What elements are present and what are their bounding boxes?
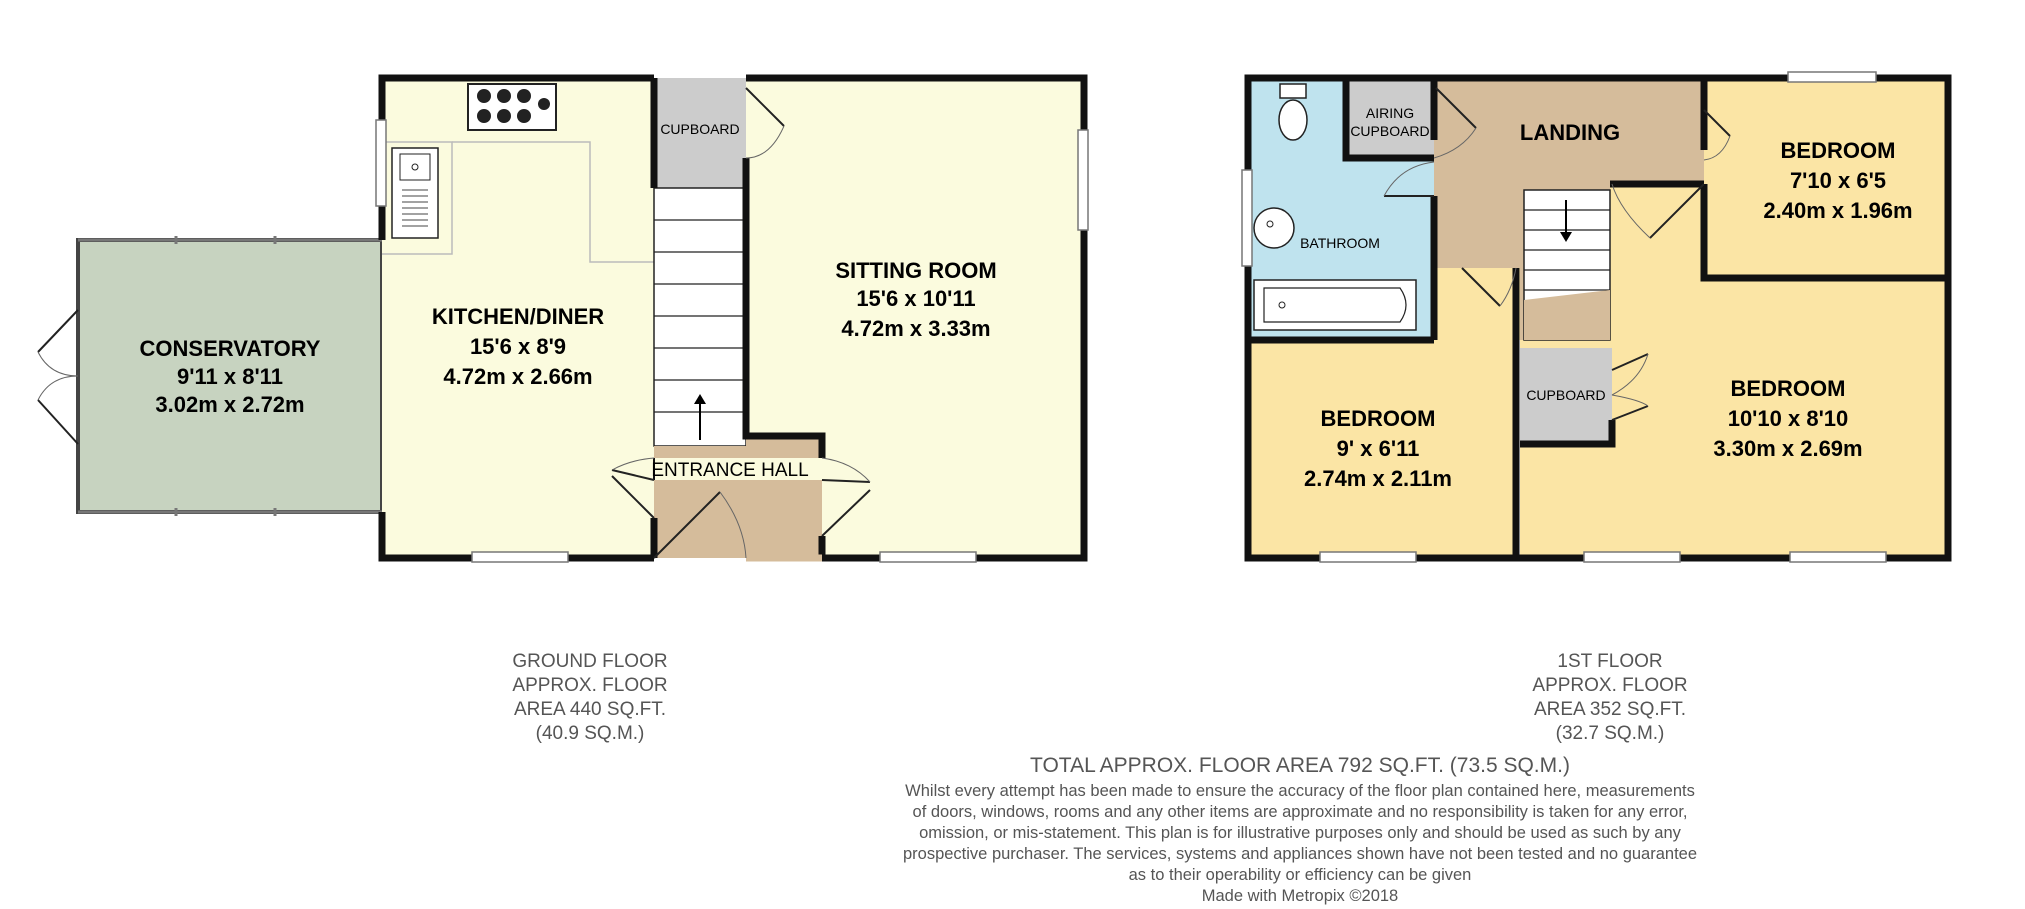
sitting-room	[746, 78, 1084, 436]
bedroom-left-imperial: 9' x 6'11	[1336, 436, 1420, 461]
disclaimer	[680, 781, 1920, 907]
bedroom-small-imperial: 7'10 x 6'5	[1789, 168, 1887, 193]
bathroom-label: BATHROOM	[1300, 235, 1380, 251]
conservatory-metric: 3.02m x 2.72m	[155, 392, 305, 417]
sitting-room-name: SITTING ROOM	[835, 258, 997, 283]
landing-label: LANDING	[1519, 120, 1621, 145]
disclaimer-line-5: as to their operability or efficiency can be given	[1128, 866, 1472, 884]
metropix-credit: Made with Metropix ©2018	[1201, 887, 1399, 905]
ground-floor-area-label	[450, 650, 730, 746]
kitchen-name: KITCHEN/DINER	[431, 304, 605, 329]
first-stairs	[1524, 190, 1610, 340]
ground-cupboard-label: CUPBOARD	[660, 121, 740, 137]
basin-icon	[1254, 208, 1294, 248]
toilet-icon	[1279, 84, 1307, 140]
disclaimer-line-1: Whilst every attempt has been made to ensure the accuracy of the floor plan contained here, measurements	[905, 782, 1695, 800]
ground-stairs	[654, 188, 746, 446]
sink-icon	[392, 148, 438, 238]
airing-cupboard-label-2: CUPBOARD	[1350, 123, 1430, 139]
disclaimer-line-3: omission, or mis-statement. This plan is for illustrative purposes only and should be used as such by any	[919, 824, 1681, 842]
bedroom-right-name: BEDROOM	[1730, 376, 1846, 401]
bedroom-left-metric: 2.74m x 2.11m	[1303, 466, 1453, 491]
ground-floor-line2: APPROX. FLOOR	[512, 675, 668, 696]
first-cupboard-label: CUPBOARD	[1526, 387, 1606, 403]
bedroom-small-metric: 2.40m x 1.96m	[1763, 198, 1913, 223]
ground-floor-title: GROUND FLOOR	[512, 651, 668, 672]
disclaimer-line-2: of doors, windows, rooms and any other items are approximate and no responsibility is taken for any error,	[912, 803, 1688, 821]
first-floor-area-metric: (32.7 SQ.M.)	[1555, 723, 1665, 744]
bedroom-right-imperial: 10'10 x 8'10	[1727, 406, 1849, 431]
kitchen-metric: 4.72m x 2.66m	[443, 364, 593, 389]
first-floor-area: AREA 352 SQ.FT.	[1533, 699, 1687, 720]
bath-icon	[1254, 280, 1416, 330]
conservatory-name: CONSERVATORY	[139, 336, 321, 361]
ground-floor-area-metric: (40.9 SQ.M.)	[535, 723, 645, 744]
total-floor-area: TOTAL APPROX. FLOOR AREA 792 SQ.FT. (73.5 SQ.M.)	[1030, 754, 1570, 777]
conservatory-imperial: 9'11 x 8'11	[177, 364, 283, 389]
bedroom-right-metric: 3.30m x 2.69m	[1713, 436, 1863, 461]
sitting-room-metric: 4.72m x 3.33m	[841, 316, 991, 341]
bedroom-left-name: BEDROOM	[1320, 406, 1436, 431]
bedroom-small-name: BEDROOM	[1780, 138, 1896, 163]
hob-icon	[468, 84, 556, 130]
first-floor-area-label	[1470, 650, 1750, 746]
sitting-room-imperial: 15'6 x 10'11	[856, 286, 976, 311]
ground-floor-area: AREA 440 SQ.FT.	[513, 699, 667, 720]
first-floor-title: 1ST FLOOR	[1557, 651, 1663, 672]
disclaimer-line-4: prospective purchaser. The services, systems and appliances shown have not been tested and no guarantee	[902, 845, 1698, 863]
conservatory-french-doors	[38, 310, 78, 444]
airing-cupboard-label-1: AIRING	[1365, 105, 1415, 121]
first-floor-line2: APPROX. FLOOR	[1532, 675, 1688, 696]
entrance-hall-label: ENTRANCE HALL	[651, 460, 809, 481]
entrance-hall-room	[654, 436, 822, 558]
kitchen-imperial: 15'6 x 8'9	[469, 334, 567, 359]
